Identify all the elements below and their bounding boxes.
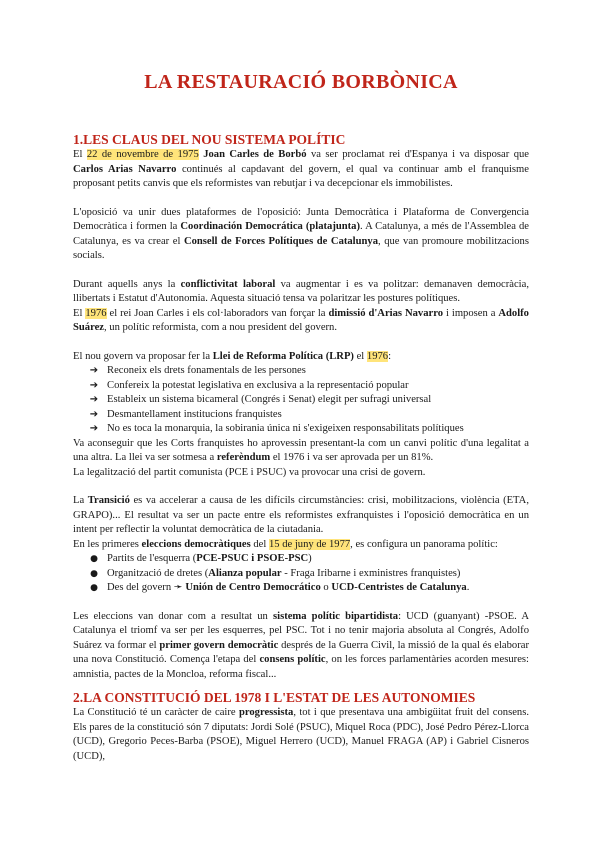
paragraph-lrp-intro: El nou govern va proposar fer la Llei de Reforma Política (LRP) el 1976: (73, 350, 392, 362)
list-item: ➔ Desmantellament institucions franquistes (73, 408, 529, 423)
panorama-list (73, 552, 529, 596)
right-arrow-icon: ➔ (89, 379, 99, 391)
document-page (73, 70, 529, 764)
document-title: LA RESTAURACIÓ BORBÒNICA (144, 71, 458, 93)
right-arrow-icon: ➔ (89, 423, 99, 434)
list-item: ● Organització de dretes (Alianza popular - Fraga Iribarne i exministres franquistes) (73, 567, 529, 582)
paragraph-arias-resignation: El 1976 el rei Joan Carles i els col·laboradors van forçar la dimissió d'Arias Navarro i imposen a Adolfo Suárez, un polític reformista, com a nou president del govern. (73, 307, 529, 333)
right-arrow-icon: ➔ (89, 394, 99, 405)
paragraph-transition: La Transició es va accelerar a causa de les difícils circumstàncies: crisi, mobilitzacions, violència (ETA, GRAPO)... El resultat va ser un pacte entre els reformistes exfranquistes i l'oposició democràtica en un intent per reflectir la voluntat democràtica de la ciutadania. (73, 495, 529, 535)
right-arrow-icon: ➔ (89, 365, 99, 376)
bullet-dot-icon: ● (90, 583, 98, 593)
list-item: ➔ Estableix un sistema bicameral (Congrés i Senat) elegit per sufragi universal (73, 393, 529, 408)
paragraph-constitution: La Constitució té un caràcter de caire progressista, tot i que presentava una ambigüitat fruit del consens. Els pares de la constitució són 7 diputats: Jordi Solé (PSUC), Miquel Roca (PDC), José Pedro Pérez-Llorca (UCD), Gregorio Peces-Barba (PSOE), Miguel Herrero (UCD), Manuel FRAGA (AP) i Gabriel Cisneros (UCD), (73, 707, 529, 762)
lrp-list (73, 364, 529, 437)
list-item: ➔ No es toca la monarquia, la sobirania única ni s'exigeixen responsabilitats polítiques (73, 422, 529, 437)
highlight-year: 1976 (366, 350, 389, 362)
bullet-dot-icon: ● (90, 568, 98, 579)
list-item: ➔ Confereix la potestat legislativa en exclusiva a la representació popular (73, 379, 529, 394)
highlight-date: 15 de juny de 1977 (268, 538, 351, 550)
section-2-heading: 2.LA CONSTITUCIÓ DEL 1978 I L'ESTAT DE LES AUTONOMIES (73, 690, 476, 705)
paragraph-referendum: Va aconseguir que les Corts franquistes ho aprovessin presentant-la com un canvi polític d'una legalitat a una altra. La llei va ser sotmesa a referèndum el 1976 i va ser aprovada per un 81%. (73, 437, 529, 463)
paragraph-opposition: L'oposició va unir dues plataformes de l'oposició: Junta Democràtica i Plataforma de Convergencia Democràtica i formen la Coordinación Democrática (platajunta). A Catalunya, a més de l'Assemblea de Catalunya, es va crear el Consell de Forces Polítiques de Catalunya, que van promoure mobilitzacions socials. (73, 206, 529, 261)
paragraph-pce-legalization: La legalització del partit comunista (PCE i PSUC) va provocar una crisi de govern. (73, 466, 426, 478)
highlight-date: 22 de novembre de 1975 (86, 149, 199, 160)
section-1-heading: 1.LES CLAUS DEL NOU SISTEMA POLÍTIC (73, 132, 346, 147)
list-item: ● Des del govern ➛ Unión de Centro Democrático o UCD-Centristes de Catalunya. (73, 581, 529, 596)
highlight-year: 1976 (85, 307, 107, 319)
paragraph-labor-conflict: Durant aquells anys la conflictivitat laboral va augmentar i es va politzar: demanaven democràcia, llibertats i Estatut d'Autonomia. Aquesta situació tensa va polaritzar les postures polítiques. (73, 278, 529, 304)
right-arrow-icon: ➔ (89, 408, 99, 420)
paragraph-proclamation: El 22 de novembre de 1975 Joan Carles de Borbó va ser proclamat rei d'Espanya i va disposar que Carlos Arias Navarro continués al capdavant del govern, el qual va continuar amb el franquisme proposant petits canvis que els reformistes van rebutjar i va decepcionar els immobilistes. (73, 149, 530, 189)
bullet-dot-icon: ● (90, 554, 98, 564)
list-item: ● Partits de l'esquerra (PCE-PSUC i PSOE-PSC) (73, 552, 529, 567)
paragraph-first-elections: En les primeres eleccions democràtiques del 15 de juny de 1977, es configura un panorama polític: (73, 538, 498, 550)
list-item: ➔ Reconeix els drets fonamentals de les persones (73, 364, 529, 379)
paragraph-election-results: Les eleccions van donar com a resultat un sistema polític bipartidista: UCD (guanyant) -PSOE. A Catalunya el triomf va ser per les esquerres, pel PSC. Tot i no tenir majoria absoluta al Congrés, Adolfo Suárez va formar el primer govern democràtic després de la Guerra Civil, la missió de la qual és elaborar una nova Constitució. Comença l'etapa del consens polític, on les forces parlamentàries acorden mesures: amnistia, pactes de la Moncloa, reforma fiscal... (73, 610, 529, 680)
